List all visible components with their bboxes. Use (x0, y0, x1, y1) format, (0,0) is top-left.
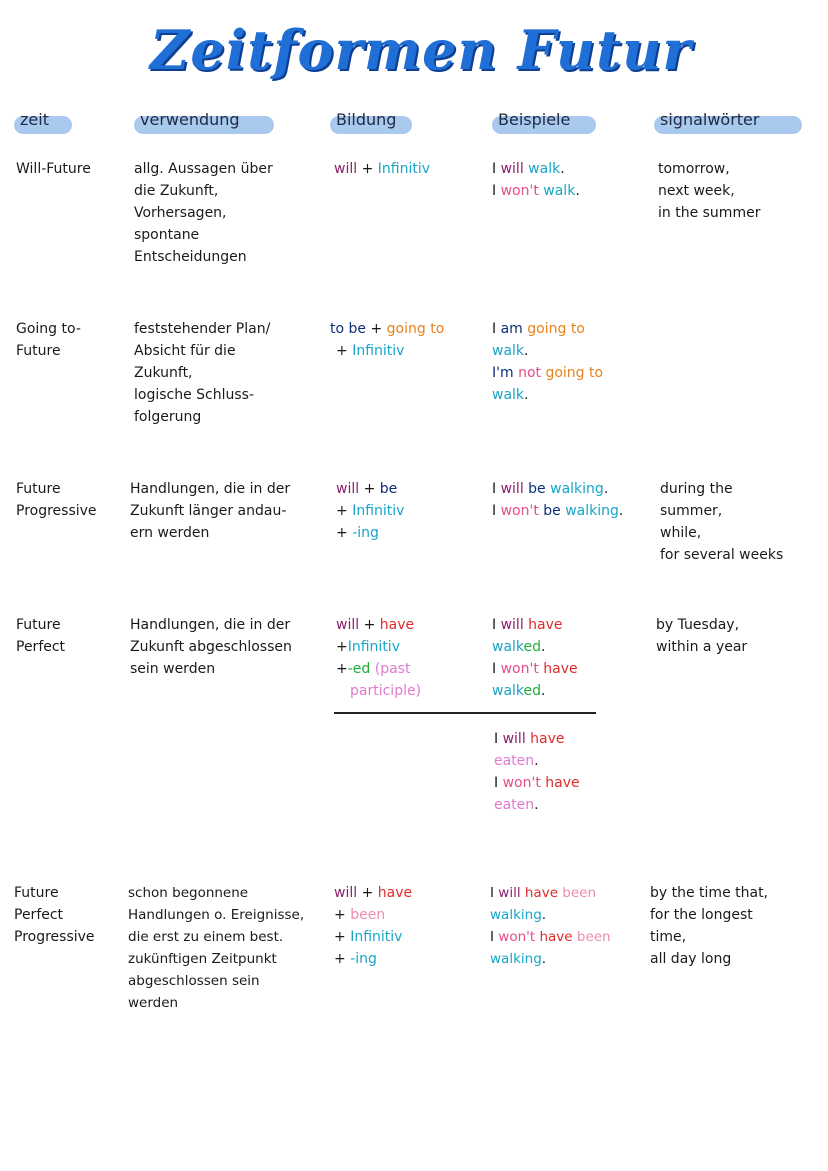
examples-future-perfect-progressive: I will have been walking. I won't have been walking. (490, 885, 611, 967)
usage-going-to-future: feststehender Plan/ Absicht für die Zukunft, logische Schluss- folgerung (134, 321, 271, 425)
usage-will-future: allg. Aussagen über die Zukunft, Vorhersagen, spontane Entscheidungen (134, 161, 273, 265)
examples-future-perfect: I will have walked. I won't have walked. (492, 617, 578, 699)
signals-future-perfect-progressive: by the time that, for the longest time, all day long (650, 885, 769, 967)
divider-line (334, 712, 596, 714)
form-going-to-future: to be + going to + Infinitiv (330, 321, 445, 359)
header-beispiele: Beispiele (492, 110, 596, 136)
form-future-perfect: will + have +Infinitiv +-ed (past participle) (336, 617, 422, 699)
usage-future-progressive: Handlungen, die in der Zukunft länger andau- ern werden (130, 481, 291, 541)
examples-future-perfect-irregular: I will have eaten. I won't have eaten. (494, 731, 580, 813)
examples-future-progressive: I will be walking. I won't be walking. (492, 481, 624, 519)
usage-future-perfect-progressive: schon begonnene Handlungen o. Ereignisse, die erst zu einem best. zukünftigen Zeitpunkt abgeschlossen sein werden (128, 885, 305, 1011)
tense-future-progressive: Future Progressive (16, 481, 97, 519)
usage-future-perfect: Handlungen, die in der Zukunft abgeschlossen sein werden (130, 617, 292, 677)
tense-future-perfect-progressive: Future Perfect Progressive (14, 885, 95, 945)
form-future-perfect-progressive: will + have + been + Infinitiv + -ing (334, 885, 413, 967)
header-zeit: zeit (14, 110, 72, 136)
signals-will-future: tomorrow, next week, in the summer (658, 161, 761, 221)
header-verwendung: verwendung (134, 110, 274, 136)
examples-will-future: I will walk. I won't walk. (492, 161, 580, 199)
form-future-progressive: will + be + Infinitiv + -ing (336, 481, 405, 541)
signals-future-perfect: by Tuesday, within a year (656, 617, 748, 655)
page-title: Zeitformen Futur (150, 18, 692, 82)
examples-going-to-future: I am going to walk. I'm not going to walk. (492, 321, 604, 403)
form-will-future: will + Infinitiv (334, 161, 431, 177)
signals-future-progressive: during the summer, while, for several weeks (660, 481, 784, 563)
tense-will-future: Will-Future (16, 161, 91, 177)
tense-future-perfect: Future Perfect (16, 617, 66, 655)
header-bildung: Bildung (330, 110, 412, 136)
tense-going-to-future: Going to- Future (16, 321, 81, 359)
header-signalwoerter: signalwörter (654, 110, 802, 136)
